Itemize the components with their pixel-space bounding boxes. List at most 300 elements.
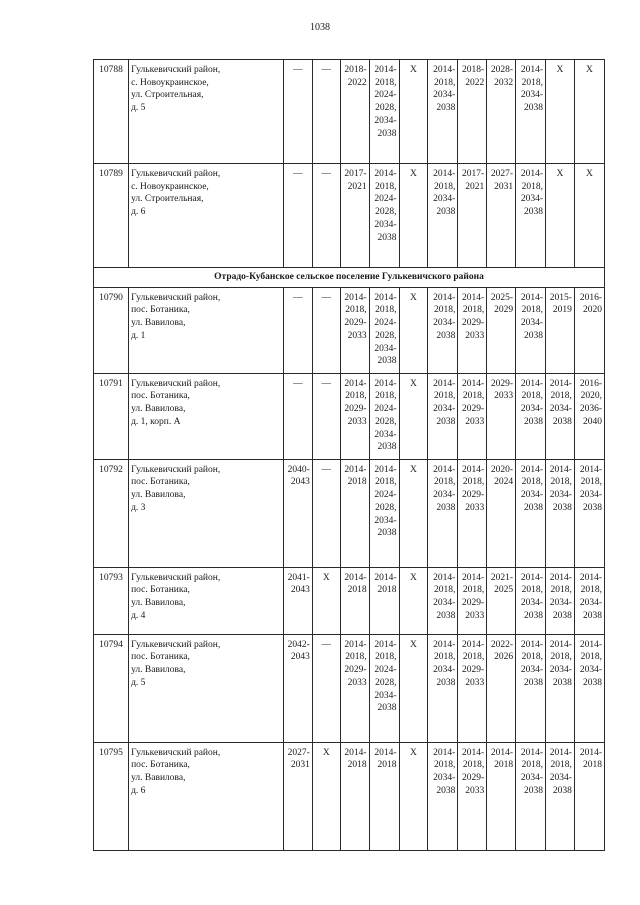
period-cell-col-11	[516, 287, 546, 373]
period-cell-col-3	[283, 567, 312, 634]
period-cell-col-11	[516, 634, 546, 742]
period-line: 2034-	[549, 404, 572, 415]
period-line: —	[321, 639, 331, 650]
address-line: ул. Вавилова,	[131, 773, 186, 784]
period-line: X	[410, 378, 417, 389]
period-line: 2028,	[375, 502, 397, 513]
period-line: 2034-	[520, 665, 544, 676]
table-row	[94, 60, 605, 164]
period-cell-col-12	[546, 373, 575, 459]
address-line: Гулькевичский район,	[131, 639, 221, 650]
period-line: 2014-	[344, 378, 367, 389]
record-number: 10790	[94, 287, 129, 373]
period-line: 2029-	[462, 404, 485, 415]
period-line: 2038	[524, 785, 544, 796]
period-line: 2034-	[433, 194, 456, 205]
period-cell-col-12	[546, 287, 575, 373]
period-line: 2014-	[374, 378, 397, 389]
period-line: 2018,	[433, 760, 456, 771]
period-line: 2034-	[520, 404, 544, 415]
period-line: 2024-	[374, 665, 397, 676]
record-number: 10794	[94, 634, 129, 742]
period-line: 2036-	[579, 404, 602, 415]
table-row	[94, 567, 605, 634]
period-cell-col-7	[399, 567, 428, 634]
period-cell-col-5	[340, 373, 369, 459]
period-line: 2018,	[375, 181, 397, 192]
period-line: 2033	[465, 416, 485, 427]
period-line: 2014-	[374, 572, 397, 583]
address-line: пос. Ботаника,	[131, 391, 190, 402]
address-line: пос. Ботаника,	[131, 585, 190, 596]
address-line: пос. Ботаника,	[131, 477, 190, 488]
period-line: 2024-	[374, 490, 397, 501]
period-line: 2018,	[345, 652, 367, 663]
period-line: 2034-	[549, 598, 572, 609]
address-line: д. 4	[131, 610, 146, 621]
address-line: д. 6	[131, 785, 146, 796]
period-line: 2022	[465, 77, 485, 88]
period-line: 2018,	[462, 585, 485, 596]
period-cell-col-7	[399, 742, 428, 850]
period-line: 2041-	[287, 572, 310, 583]
period-line: 2034-	[374, 219, 397, 230]
period-cell-col-6	[369, 634, 399, 742]
period-line: 2034-	[520, 90, 544, 101]
period-line: 2014-	[520, 169, 544, 179]
period-line: 2038	[377, 128, 397, 139]
period-line: 2014-	[433, 378, 456, 389]
period-line: 2016-	[579, 378, 602, 389]
table-row	[94, 287, 605, 373]
period-cell-col-7	[399, 459, 428, 567]
section-header	[94, 268, 605, 288]
period-cell-col-12	[546, 567, 575, 634]
period-line: 2038	[524, 677, 544, 688]
period-line: 2024-	[374, 194, 397, 205]
address-line: Гулькевичский район,	[131, 292, 221, 303]
period-line: 2034-	[520, 194, 544, 205]
period-line: 2018,	[345, 305, 367, 316]
period-line: 2014-	[374, 464, 397, 475]
period-line: 2014-	[374, 169, 397, 179]
table-row	[94, 164, 605, 268]
period-cell-col-6	[369, 567, 399, 634]
period-line: 2034-	[579, 665, 602, 676]
period-line: 2040	[583, 416, 602, 427]
period-line: 2014-	[374, 639, 397, 650]
period-line: 2033	[347, 330, 367, 341]
period-cell-col-9	[458, 373, 487, 459]
period-line: 2018,	[550, 652, 572, 663]
period-cell-col-4	[312, 742, 340, 850]
period-line: 2020	[583, 305, 602, 316]
period-line: 2038	[377, 703, 397, 714]
period-cell-col-13	[574, 287, 604, 373]
period-cell-col-5	[340, 567, 369, 634]
period-line: 2014-	[374, 747, 397, 758]
period-line: 2033	[465, 677, 485, 688]
period-line: 2014-	[579, 464, 602, 475]
period-line: 2034-	[374, 515, 397, 526]
period-line: 2034-	[433, 665, 456, 676]
period-line: X	[410, 572, 417, 583]
period-cell-col-13	[574, 742, 604, 850]
period-line: 2018,	[375, 305, 397, 316]
period-line: 2018,	[521, 181, 544, 192]
period-cell-col-9	[458, 164, 487, 268]
period-line: 2014-	[520, 292, 544, 303]
period-line: 2033	[494, 391, 514, 402]
period-cell-col-3	[283, 634, 312, 742]
period-cell-col-8	[428, 287, 458, 373]
period-line: 2014-	[433, 65, 456, 75]
period-line: 2029-	[462, 665, 485, 676]
period-cell-col-3	[283, 164, 312, 268]
period-line: 2014-	[462, 292, 485, 303]
period-line: 2016-	[579, 292, 602, 303]
period-line: —	[293, 292, 303, 303]
period-line: 2038	[583, 502, 602, 513]
period-line: 2018	[347, 585, 367, 596]
period-line: 2038	[583, 677, 602, 688]
period-cell-col-11	[516, 567, 546, 634]
address-cell	[129, 634, 284, 742]
period-cell-col-11	[516, 459, 546, 567]
period-line: 2014-	[433, 464, 456, 475]
period-cell-col-6	[369, 164, 399, 268]
period-line: 2018,	[462, 477, 485, 488]
period-cell-col-7	[399, 164, 428, 268]
period-line: 2014-	[344, 639, 367, 650]
period-line: 2014-	[549, 639, 572, 650]
period-line: 2018,	[433, 181, 456, 192]
period-cell-col-10	[487, 164, 516, 268]
period-line: 2018,	[521, 477, 544, 488]
period-line: 2034-	[374, 343, 397, 354]
period-line: —	[293, 378, 303, 389]
period-line: 2028-	[490, 65, 514, 75]
period-line: 2014-	[520, 464, 544, 475]
period-line: 2043	[290, 477, 310, 488]
period-line: 2038	[552, 677, 572, 688]
period-line: 2034-	[374, 429, 397, 440]
period-line: X	[410, 464, 417, 475]
period-line: 2018	[347, 477, 367, 488]
address-cell	[129, 164, 284, 268]
period-cell-col-10	[487, 60, 516, 164]
period-line: 2018-	[462, 65, 485, 75]
period-cell-col-5	[340, 634, 369, 742]
period-cell-col-12	[546, 634, 575, 742]
period-cell-col-9	[458, 742, 487, 850]
period-line: 2014-	[520, 378, 544, 389]
address-line: ул. Вавилова,	[131, 598, 186, 609]
period-line: 2029-	[344, 318, 367, 329]
period-line: —	[321, 464, 331, 475]
period-line: 2018	[347, 760, 367, 771]
period-line: 2034-	[520, 598, 544, 609]
period-line: X	[556, 169, 564, 179]
period-cell-col-5	[340, 164, 369, 268]
period-line: 2034-	[433, 90, 456, 101]
period-line: 2018,	[550, 391, 572, 402]
record-number: 10788	[94, 60, 129, 164]
period-cell-col-11	[516, 373, 546, 459]
period-line: 2038	[436, 330, 456, 341]
period-line: 2034-	[520, 318, 544, 329]
period-cell-col-8	[428, 567, 458, 634]
table-body-part-2	[94, 287, 605, 850]
period-line: X	[410, 292, 417, 303]
period-cell-col-8	[428, 459, 458, 567]
period-line: 2018,	[433, 477, 456, 488]
period-cell-col-12	[546, 459, 575, 567]
period-line: 2018,	[462, 760, 485, 771]
period-line: 2033	[465, 502, 485, 513]
period-line: 2014-	[433, 572, 456, 583]
period-line: X	[410, 747, 417, 758]
period-line: 2038	[552, 610, 572, 621]
address-line: пос. Ботаника,	[131, 652, 190, 663]
period-line: 2018,	[521, 391, 544, 402]
period-cell-col-9	[458, 567, 487, 634]
period-line: 2014-	[462, 378, 485, 389]
period-line: 2027-	[287, 747, 310, 758]
period-cell-col-8	[428, 373, 458, 459]
period-line: 2029-	[344, 665, 367, 676]
period-line: 2033	[465, 785, 485, 796]
period-line: 2034-	[579, 598, 602, 609]
section-row	[94, 268, 605, 288]
period-line: 2018,	[521, 652, 544, 663]
period-line: 2038	[377, 356, 397, 367]
period-line: 2033	[465, 330, 485, 341]
period-line: 2038	[377, 442, 397, 453]
period-line: 2018,	[433, 391, 456, 402]
address-line: с. Новоукраинское,	[131, 181, 209, 192]
period-line: 2043	[290, 585, 310, 596]
table-row	[94, 742, 605, 850]
address-line: Гулькевичский район,	[131, 169, 221, 179]
period-line: 2038	[524, 416, 544, 427]
period-line: 2018,	[580, 652, 602, 663]
period-line: 2024-	[374, 90, 397, 101]
period-line: 2014-	[374, 292, 397, 303]
period-line: 2033	[347, 416, 367, 427]
period-line: 2018,	[521, 585, 544, 596]
period-line: 2038	[436, 502, 456, 513]
period-cell-col-3	[283, 742, 312, 850]
period-cell-col-7	[399, 60, 428, 164]
address-line: Гулькевичский район,	[131, 464, 221, 475]
period-line: 2029	[494, 305, 514, 316]
period-line: 2014-	[344, 747, 367, 758]
address-line: д. 6	[131, 207, 146, 218]
address-line: ул. Строительная,	[131, 90, 204, 101]
period-cell-col-10	[487, 459, 516, 567]
period-line: 2034-	[433, 404, 456, 415]
period-cell-col-7	[399, 634, 428, 742]
period-line: —	[321, 378, 331, 389]
period-line: 2031	[290, 760, 310, 771]
table-row	[94, 373, 605, 459]
period-line: 2014-	[433, 169, 456, 179]
period-line: 2034-	[433, 490, 456, 501]
address-line: ул. Строительная,	[131, 194, 204, 205]
period-line: 2017-	[344, 169, 367, 179]
address-line: д. 1	[131, 330, 146, 341]
address-line: Гулькевичский район,	[131, 378, 221, 389]
period-cell-col-5	[340, 742, 369, 850]
table-row	[94, 634, 605, 742]
period-cell-col-5	[340, 287, 369, 373]
table-body-part-1	[94, 60, 605, 268]
address-cell	[129, 60, 284, 164]
period-line: —	[293, 65, 303, 75]
period-line: 2018,	[433, 652, 456, 663]
period-line: 2038	[436, 677, 456, 688]
period-line: 2034-	[433, 598, 456, 609]
period-line: 2018	[377, 585, 397, 596]
address-line: Гулькевичский район,	[131, 572, 221, 583]
period-line: 2014-	[579, 747, 602, 758]
period-cell-col-3	[283, 459, 312, 567]
period-cell-col-13	[574, 373, 604, 459]
period-line: X	[410, 65, 417, 75]
period-cell-col-10	[487, 742, 516, 850]
address-cell	[129, 459, 284, 567]
address-line: д. 5	[131, 103, 146, 114]
period-line: 2014-	[549, 464, 572, 475]
period-line: 2018,	[550, 477, 572, 488]
period-line: 2014-	[579, 572, 602, 583]
address-line: ул. Вавилова,	[131, 665, 186, 676]
address-line: д. 1, корп. А	[131, 416, 181, 427]
period-line: 2038	[552, 785, 572, 796]
period-line: 2014-	[433, 747, 456, 758]
period-line: 2014-	[520, 747, 544, 758]
period-cell-col-4	[312, 60, 340, 164]
period-line: 2038	[524, 207, 544, 218]
period-line: 2028,	[375, 330, 397, 341]
period-cell-col-7	[399, 373, 428, 459]
page-number: 1038	[310, 22, 330, 33]
period-line: X	[410, 639, 417, 650]
period-cell-col-4	[312, 634, 340, 742]
period-line: 2042-	[287, 639, 310, 650]
period-line: 2029-	[344, 404, 367, 415]
period-line: —	[293, 169, 303, 179]
period-line: 2018,	[433, 77, 456, 88]
period-cell-col-10	[487, 373, 516, 459]
period-cell-col-12	[546, 164, 575, 268]
period-line: 2028,	[375, 416, 397, 427]
period-cell-col-10	[487, 634, 516, 742]
period-line: 2018,	[433, 585, 456, 596]
period-line: 2028,	[375, 207, 397, 218]
period-cell-col-4	[312, 459, 340, 567]
address-line: д. 5	[131, 677, 146, 688]
period-line: 2024-	[374, 318, 397, 329]
period-line: 2018-	[344, 65, 367, 75]
period-line: 2021-	[490, 572, 514, 583]
period-line: X	[322, 747, 330, 758]
period-line: 2033	[465, 610, 485, 621]
period-line: 2034-	[549, 773, 572, 784]
period-line: 2038	[377, 232, 397, 243]
period-cell-col-13	[574, 567, 604, 634]
period-line: —	[321, 292, 331, 303]
period-line: 2034-	[433, 318, 456, 329]
period-line: 2027-	[490, 169, 514, 179]
address-line: пос. Ботаника,	[131, 760, 190, 771]
period-line: 2020,	[580, 391, 602, 402]
period-cell-col-6	[369, 459, 399, 567]
period-line: 2038	[436, 103, 456, 114]
record-number: 10792	[94, 459, 129, 567]
period-line: 2018,	[521, 760, 544, 771]
register-table	[93, 59, 605, 851]
period-line: 2038	[552, 502, 572, 513]
address-line: Гулькевичский район,	[131, 747, 221, 758]
period-cell-col-8	[428, 164, 458, 268]
period-cell-col-11	[516, 60, 546, 164]
period-cell-col-12	[546, 60, 575, 164]
period-cell-col-4	[312, 287, 340, 373]
period-line: 2029-	[462, 773, 485, 784]
period-line: 2034-	[374, 115, 397, 126]
period-cell-col-6	[369, 742, 399, 850]
period-line: 2014-	[520, 639, 544, 650]
period-cell-col-6	[369, 60, 399, 164]
period-line: 2033	[347, 677, 367, 688]
period-line: 2034-	[549, 665, 572, 676]
period-line: X	[586, 65, 593, 75]
address-cell	[129, 287, 284, 373]
period-line: 2031	[494, 181, 514, 192]
period-line: 2038	[552, 416, 572, 427]
period-line: 2019	[552, 305, 572, 316]
period-line: 2018,	[375, 391, 397, 402]
period-cell-col-8	[428, 742, 458, 850]
period-cell-col-3	[283, 373, 312, 459]
period-line: X	[322, 572, 330, 583]
address-cell	[129, 567, 284, 634]
period-line: 2022	[347, 77, 367, 88]
period-cell-col-7	[399, 287, 428, 373]
period-line: 2018,	[345, 391, 367, 402]
period-line: 2014-	[462, 572, 485, 583]
period-line: X	[586, 169, 593, 179]
period-line: 2038	[436, 785, 456, 796]
period-line: 2034-	[374, 690, 397, 701]
period-line: 2018,	[375, 477, 397, 488]
period-line: 2032	[494, 77, 514, 88]
period-cell-col-3	[283, 287, 312, 373]
period-line: 2014-	[462, 639, 485, 650]
period-line: 2014-	[520, 65, 544, 75]
period-line: 2015-	[549, 292, 572, 303]
period-cell-col-8	[428, 60, 458, 164]
record-number: 10789	[94, 164, 129, 268]
period-cell-col-10	[487, 567, 516, 634]
section-title: Отрадо-Кубанское сельское поселение Гулькевичского района	[94, 268, 605, 288]
record-number: 10791	[94, 373, 129, 459]
period-line: 2029-	[462, 490, 485, 501]
period-cell-col-5	[340, 60, 369, 164]
period-cell-col-11	[516, 164, 546, 268]
